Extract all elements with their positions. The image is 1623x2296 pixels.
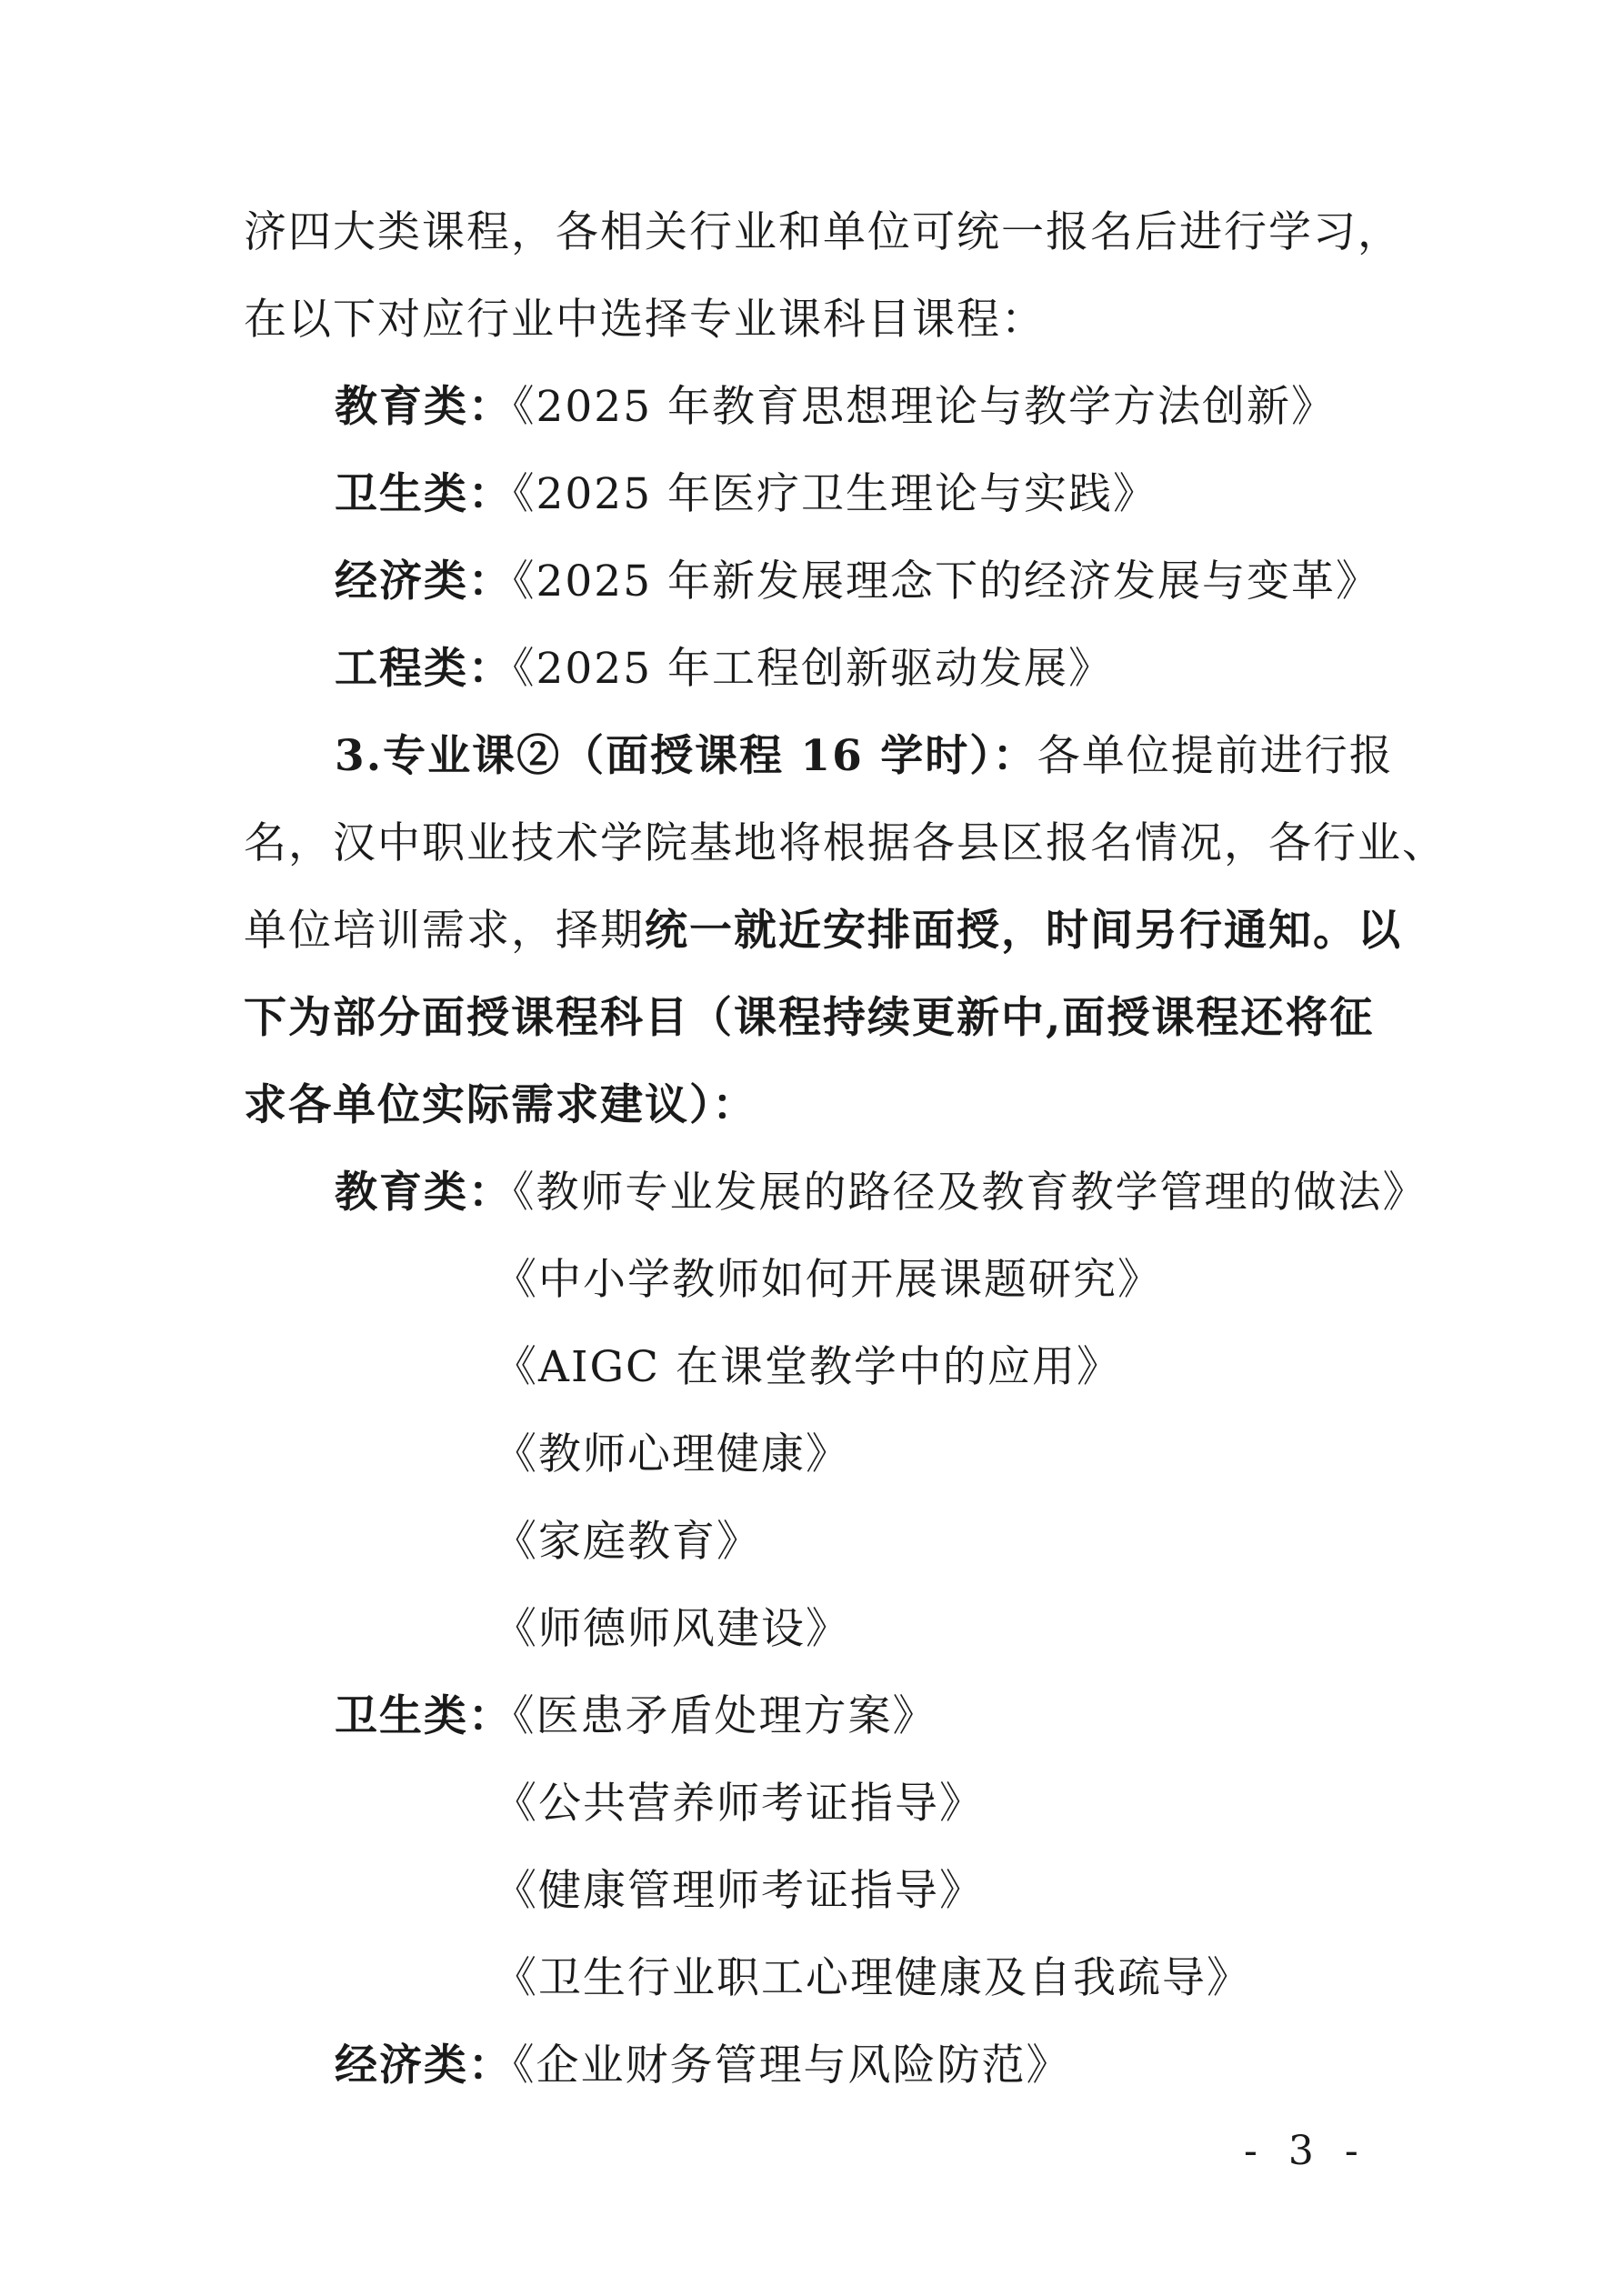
online-course-health: [335, 467, 1157, 522]
education-course-3: 《AIGC 在课堂教学中的应用》: [494, 1342, 1121, 1392]
section3-line-3-plain: 单位培训需求，择期: [244, 906, 645, 956]
section3-line-1: [335, 729, 1394, 784]
category-label: 卫生类：: [335, 469, 513, 519]
health-course-2: 《公共营养师考证指导》: [494, 1779, 984, 1829]
section3-heading: 3.专业课②（面授课程 16 学时）：: [335, 731, 1037, 781]
education-course-2: 《中小学教师如何开展课题研究》: [494, 1255, 1162, 1305]
health-course-1: [335, 1689, 937, 1744]
health-course-3: 《健康管理师考证指导》: [494, 1866, 984, 1916]
course-title: 《2025 年教育思想理论与教学方法创新》: [513, 382, 1337, 432]
education-course-1: [335, 1166, 1428, 1220]
section3-line-5: 求各单位实际需求建议）：: [244, 1080, 757, 1130]
category-label: 教育类：: [335, 1168, 513, 1218]
intro-line-1: 济四大类课程，各相关行业和单位可统一报名后进行学习，: [244, 207, 1402, 257]
section3-line-4: 下为部分面授课程科目（课程持续更新中,面授课程还将征: [244, 993, 1375, 1043]
section3-line-2: 名，汉中职业技术学院基地将根据各县区报名情况，各行业、: [244, 818, 1447, 868]
category-label: 教育类：: [335, 382, 513, 432]
online-course-economy: [335, 555, 1380, 609]
education-course-4: 《教师心理健康》: [494, 1429, 850, 1479]
economy-course-1: [335, 2039, 1071, 2093]
course-title: 《医患矛盾处理方案》: [513, 1691, 937, 1741]
course-title: 《2025 年工程创新驱动发展》: [513, 644, 1114, 694]
section3-line-1-rest: 各单位提前进行报: [1037, 731, 1394, 781]
online-course-engineering: [335, 642, 1113, 697]
course-title: 《2025 年医疗卫生理论与实践》: [513, 469, 1158, 519]
education-course-5: 《家庭教育》: [494, 1517, 761, 1567]
section3-line-3: [244, 904, 1402, 958]
page-number: - 3 -: [1244, 2128, 1368, 2174]
intro-line-2: 在以下对应行业中选择专业课科目课程：: [244, 295, 1046, 345]
education-course-6: 《师德师风建设》: [494, 1604, 850, 1654]
course-title: 《2025 年新发展理念下的经济发展与变革》: [513, 556, 1381, 607]
health-course-4: 《卫生行业职工心理健康及自我疏导》: [494, 1953, 1251, 2003]
course-title: 《企业财务管理与风险防范》: [513, 2040, 1071, 2090]
category-label: 工程类：: [335, 644, 513, 694]
category-label: 卫生类：: [335, 1691, 513, 1741]
course-title: 《教师专业发展的路径及教育教学管理的做法》: [513, 1168, 1428, 1218]
section3-line-3-bold: 统一就近安排面授，时间另行通知。以: [645, 906, 1402, 956]
category-label: 经济类：: [335, 556, 513, 607]
online-course-education: [335, 380, 1336, 435]
category-label: 经济类：: [335, 2040, 513, 2090]
